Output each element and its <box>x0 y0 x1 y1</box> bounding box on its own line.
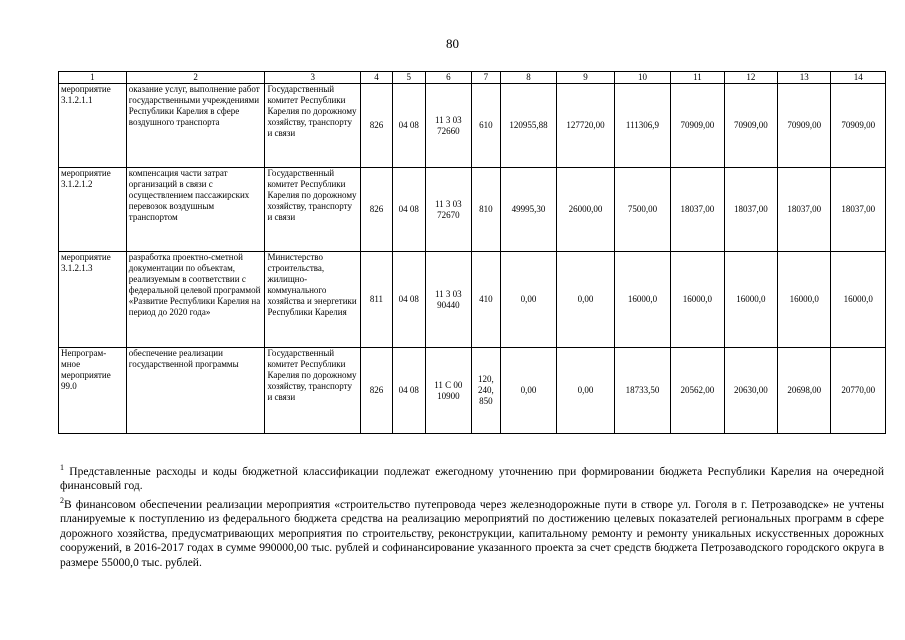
amount-cell: 18733,50 <box>614 348 671 434</box>
section-code-cell: 04 08 <box>392 252 425 348</box>
table-row <box>59 168 886 252</box>
amount-cell: 20698,00 <box>778 348 831 434</box>
column-header: 6 <box>425 72 471 84</box>
footnote-1-text: Представленные расходы и коды бюджетной классификации подлежат ежегодному уточнению при формировании бюджета Республики Карелия на очередной финансовый год. <box>60 465 884 493</box>
column-header: 10 <box>614 72 671 84</box>
amount-cell: 0,00 <box>500 348 557 434</box>
target-article-cell: 11 С 00 10900 <box>425 348 471 434</box>
table-row <box>59 84 886 168</box>
amount-cell: 120955,88 <box>500 84 557 168</box>
responsible-agency-cell: Государственный комитет Республики Карелия по дорожному хозяйству, транспорту и связи <box>265 168 361 252</box>
footnotes <box>60 461 884 570</box>
activity-code-cell: Непрограм-мное мероприятие 99.0 <box>59 348 127 434</box>
section-code-cell: 04 08 <box>392 168 425 252</box>
page-number: 80 <box>446 36 459 51</box>
amount-cell: 16000,0 <box>831 252 886 348</box>
footnote-2-text: В финансовом обеспечении реализации мероприятия «строительство путепровода через железнодорожные пути в створе ул. Гоголя в г. Петрозаводске» не учтены планируемые к поступлению из федерального бюджета средства на реализацию мероприятий по достижению целевых показателей региональных программ в сфере дорожного хозяйства, предусматривающих мероприятия по строительству, реконструкции, капитальному ремонту и ремонту уникальных искусственных дорожных сооружений, в 2016-2017 годах в сумме 990000,00 тыс. рублей и софинансирование указанного проекта за счет средств бюджета Петрозаводского городского округа в размере 55000,0 тыс. рублей. <box>60 498 884 569</box>
responsible-agency-cell: Государственный комитет Республики Карелия по дорожному хозяйству, транспорту и связи <box>265 348 361 434</box>
footnote-1 <box>60 461 884 494</box>
budget-table <box>58 71 886 434</box>
column-header: 5 <box>392 72 425 84</box>
column-header: 8 <box>500 72 557 84</box>
table-header-row <box>59 72 886 84</box>
section-code-cell: 04 08 <box>392 348 425 434</box>
ministry-code-cell: 811 <box>361 252 393 348</box>
activity-code-cell: мероприятие 3.1.2.1.3 <box>59 252 127 348</box>
ministry-code-cell: 826 <box>361 84 393 168</box>
activity-code-cell: мероприятие 3.1.2.1.2 <box>59 168 127 252</box>
ministry-code-cell: 826 <box>361 168 393 252</box>
amount-cell: 70909,00 <box>778 84 831 168</box>
amount-cell: 26000,00 <box>557 168 615 252</box>
target-article-cell: 11 3 03 90440 <box>425 252 471 348</box>
target-article-cell: 11 3 03 72660 <box>425 84 471 168</box>
amount-cell: 70909,00 <box>671 84 724 168</box>
footnote-2-mark: 2 <box>60 495 64 505</box>
activity-description-cell: разработка проектно-сметной документации по объектам, реализуемым в соответствии с федеральной целевой программой «Развитие Республики Карелия на период до 2020 года» <box>126 252 265 348</box>
table-row <box>59 252 886 348</box>
expense-type-cell: 810 <box>471 168 500 252</box>
amount-cell: 20770,00 <box>831 348 886 434</box>
column-header: 9 <box>557 72 615 84</box>
amount-cell: 18037,00 <box>778 168 831 252</box>
section-code-cell: 04 08 <box>392 84 425 168</box>
amount-cell: 7500,00 <box>614 168 671 252</box>
activity-description-cell: обеспечение реализации государственной программы <box>126 348 265 434</box>
amount-cell: 16000,0 <box>778 252 831 348</box>
amount-cell: 20562,00 <box>671 348 724 434</box>
footnote-1-mark: 1 <box>60 463 64 472</box>
column-header: 7 <box>471 72 500 84</box>
amount-cell: 111306,9 <box>614 84 671 168</box>
expense-type-cell: 410 <box>471 252 500 348</box>
column-header: 2 <box>126 72 265 84</box>
amount-cell: 16000,0 <box>724 252 777 348</box>
column-header: 14 <box>831 72 886 84</box>
ministry-code-cell: 826 <box>361 348 393 434</box>
amount-cell: 16000,0 <box>671 252 724 348</box>
amount-cell: 16000,0 <box>614 252 671 348</box>
column-header: 1 <box>59 72 127 84</box>
footnote-2 <box>60 494 884 570</box>
expense-type-cell: 610 <box>471 84 500 168</box>
amount-cell: 70909,00 <box>724 84 777 168</box>
activity-code-cell: мероприятие 3.1.2.1.1 <box>59 84 127 168</box>
amount-cell: 18037,00 <box>671 168 724 252</box>
column-header: 4 <box>361 72 393 84</box>
amount-cell: 18037,00 <box>831 168 886 252</box>
target-article-cell: 11 3 03 72670 <box>425 168 471 252</box>
amount-cell: 18037,00 <box>724 168 777 252</box>
column-header: 3 <box>265 72 361 84</box>
activity-description-cell: оказание услуг, выполнение работ государственными учреждениями Республики Карелия в сфере воздушного транспорта <box>126 84 265 168</box>
column-header: 12 <box>724 72 777 84</box>
amount-cell: 0,00 <box>500 252 557 348</box>
amount-cell: 20630,00 <box>724 348 777 434</box>
amount-cell: 0,00 <box>557 348 615 434</box>
responsible-agency-cell: Государственный комитет Республики Карелия по дорожному хозяйству, транспорту и связи <box>265 84 361 168</box>
column-header: 13 <box>778 72 831 84</box>
amount-cell: 127720,00 <box>557 84 615 168</box>
column-header: 11 <box>671 72 724 84</box>
activity-description-cell: компенсация части затрат организаций в связи с осуществлением пассажирских перевозок воздушным транспортом <box>126 168 265 252</box>
amount-cell: 49995,30 <box>500 168 557 252</box>
table-row <box>59 348 886 434</box>
amount-cell: 70909,00 <box>831 84 886 168</box>
amount-cell: 0,00 <box>557 252 615 348</box>
responsible-agency-cell: Министерство строительства, жилищно-коммунального хозяйства и энергетики Республики Карелия <box>265 252 361 348</box>
expense-type-cell: 120, 240, 850 <box>471 348 500 434</box>
